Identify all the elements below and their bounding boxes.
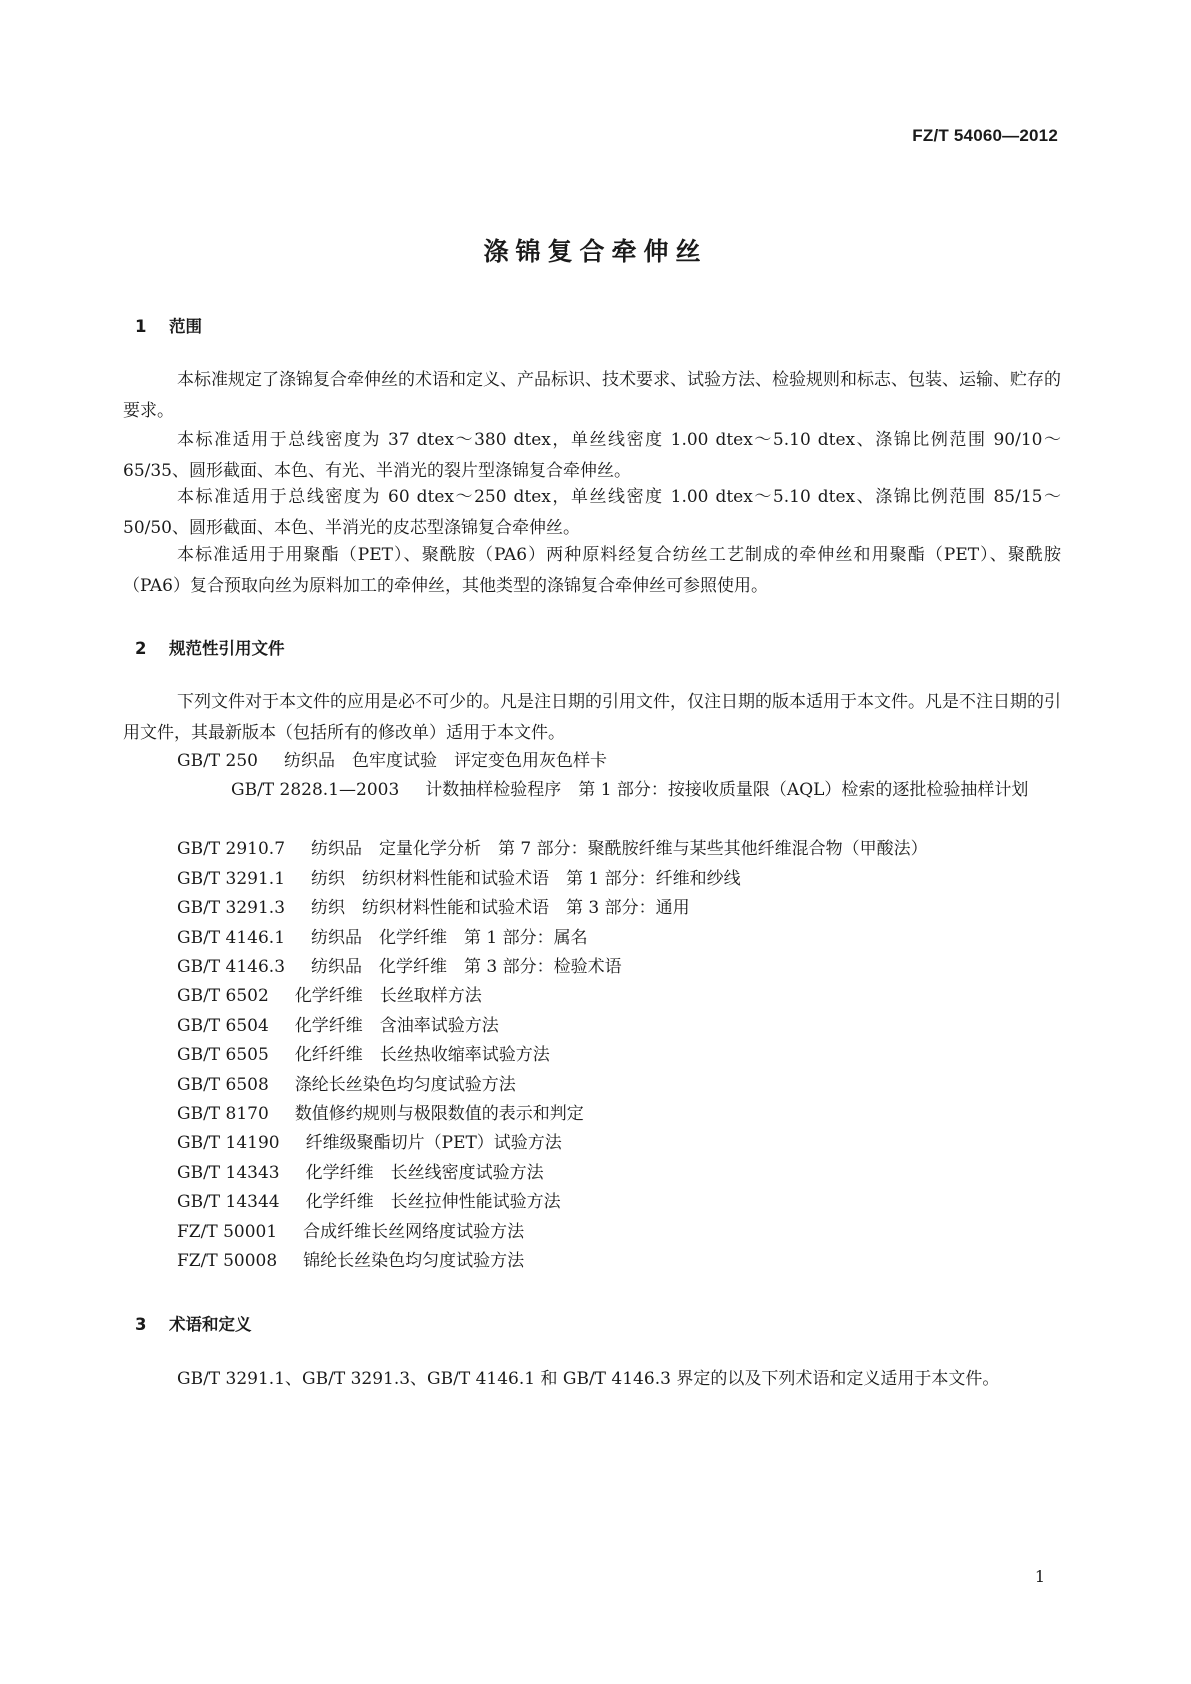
- reference-item: [177, 981, 482, 1012]
- document-title: 涤锦复合牵伸丝: [483, 237, 708, 266]
- document-code: FZ/T 54060—2012: [912, 126, 1058, 145]
- section-1-paragraph: 本标准适用于用聚酯（PET）、聚酰胺（PA6）两种原料经复合纺丝工艺制成的牵伸丝和用聚酯（PET）、聚酰胺（PA6）复合预取向丝为原料加工的牵伸丝，其他类型的涤锦复合牵伸丝可参照使用。: [123, 545, 1061, 596]
- section-1-paragraph: 本标准适用于总线密度为 60 dtex～250 dtex，单丝线密度 1.00 dtex～5.10 dtex、涤锦比例范围 85/15～50/50、圆形截面、本色、半消光的皮芯型涤锦复合牵伸丝。: [123, 487, 1061, 538]
- reference-title: 计数抽样检验程序 第 1 部分：按接收质量限（AQL）检索的逐批检验抽样计划: [425, 780, 1029, 800]
- reference-item: [177, 1040, 550, 1071]
- reference-item: [177, 1217, 524, 1248]
- reference-title: 纺织品 化学纤维 第 3 部分：检验术语: [311, 957, 622, 977]
- reference-item: [177, 893, 690, 924]
- reference-item: [177, 1187, 561, 1218]
- section-3-paragraph: GB/T 3291.1、GB/T 3291.3、GB/T 4146.1 和 GB/T 4146.3 界定的以及下列术语和定义适用于本文件。: [177, 1369, 1000, 1389]
- section-2-paragraph: 下列文件对于本文件的应用是必不可少的。凡是注日期的引用文件，仅注日期的版本适用于本文件。凡是不注日期的引用文件，其最新版本（包括所有的修改单）适用于本文件。: [123, 692, 1061, 743]
- reference-item: [177, 746, 607, 777]
- reference-title: 纺织 纺织材料性能和试验术语 第 3 部分：通用: [311, 898, 690, 918]
- section-number: 3: [135, 1315, 147, 1334]
- section-1-heading: [135, 313, 202, 337]
- reference-title: 纤维级聚酯切片（PET）试验方法: [305, 1133, 562, 1153]
- section-3-heading: [135, 1311, 252, 1335]
- reference-code: GB/T 6505: [177, 1045, 269, 1065]
- reference-item: [177, 1246, 524, 1277]
- reference-title: 纺织品 色牢度试验 评定变色用灰色样卡: [284, 751, 607, 771]
- reference-code: GB/T 14344: [177, 1192, 280, 1212]
- reference-item: [177, 864, 741, 895]
- reference-code: GB/T 4146.3: [177, 957, 286, 977]
- reference-code: GB/T 14190: [177, 1133, 280, 1153]
- reference-code: GB/T 6502: [177, 986, 269, 1006]
- page-number: 1: [1034, 1567, 1045, 1586]
- reference-item: [123, 775, 1061, 806]
- reference-item: [177, 1128, 562, 1159]
- section-1-paragraph: 本标准适用于总线密度为 37 dtex～380 dtex，单丝线密度 1.00 dtex～5.10 dtex、涤锦比例范围 90/10～65/35、圆形截面、本色、有光、半消光的裂片型涤锦复合牵伸丝。: [123, 430, 1061, 481]
- section-number: 1: [135, 317, 147, 336]
- reference-code: FZ/T 50001: [177, 1222, 278, 1242]
- reference-code: FZ/T 50008: [177, 1251, 278, 1271]
- reference-title: 锦纶长丝染色均匀度试验方法: [303, 1251, 525, 1271]
- reference-title: 数值修约规则与极限数值的表示和判定: [294, 1104, 584, 1124]
- reference-item: [177, 923, 588, 954]
- reference-title: 纺织品 化学纤维 第 1 部分：属名: [311, 928, 588, 948]
- reference-title: 化学纤维 含油率试验方法: [294, 1016, 499, 1036]
- reference-title: 化学纤维 长丝拉伸性能试验方法: [305, 1192, 561, 1212]
- reference-item: [177, 1070, 516, 1101]
- reference-code: GB/T 14343: [177, 1163, 280, 1183]
- reference-code: GB/T 250: [177, 751, 258, 771]
- reference-title: 化纤纤维 长丝热收缩率试验方法: [294, 1045, 550, 1065]
- reference-title: 化学纤维 长丝线密度试验方法: [305, 1163, 544, 1183]
- reference-code: GB/T 8170: [177, 1104, 269, 1124]
- section-2-heading: [135, 635, 285, 659]
- section-number: 2: [135, 639, 147, 658]
- section-1-paragraph: 本标准规定了涤锦复合牵伸丝的术语和定义、产品标识、技术要求、试验方法、检验规则和标志、包装、运输、贮存的要求。: [123, 370, 1061, 421]
- reference-code: GB/T 2828.1—2003: [231, 780, 400, 800]
- reference-item: [177, 952, 622, 983]
- reference-title: 纺织 纺织材料性能和试验术语 第 1 部分：纤维和纱线: [311, 869, 741, 889]
- reference-title: 化学纤维 长丝取样方法: [294, 986, 482, 1006]
- reference-code: GB/T 6504: [177, 1016, 269, 1036]
- reference-title: 合成纤维长丝网络度试验方法: [303, 1222, 525, 1242]
- reference-item: [177, 1099, 584, 1130]
- reference-code: GB/T 6508: [177, 1075, 269, 1095]
- section-title: 范围: [169, 317, 202, 336]
- reference-item: [177, 834, 928, 865]
- reference-code: GB/T 4146.1: [177, 928, 286, 948]
- reference-code: GB/T 2910.7: [177, 839, 286, 859]
- section-title: 术语和定义: [169, 1315, 252, 1334]
- reference-code: GB/T 3291.3: [177, 898, 286, 918]
- reference-item: [177, 1158, 544, 1189]
- section-title: 规范性引用文件: [169, 639, 285, 658]
- reference-title: 涤纶长丝染色均匀度试验方法: [294, 1075, 516, 1095]
- reference-title: 纺织品 定量化学分析 第 7 部分：聚酰胺纤维与某些其他纤维混合物（甲酸法）: [311, 839, 928, 859]
- reference-code: GB/T 3291.1: [177, 869, 286, 889]
- reference-item: [177, 1011, 499, 1042]
